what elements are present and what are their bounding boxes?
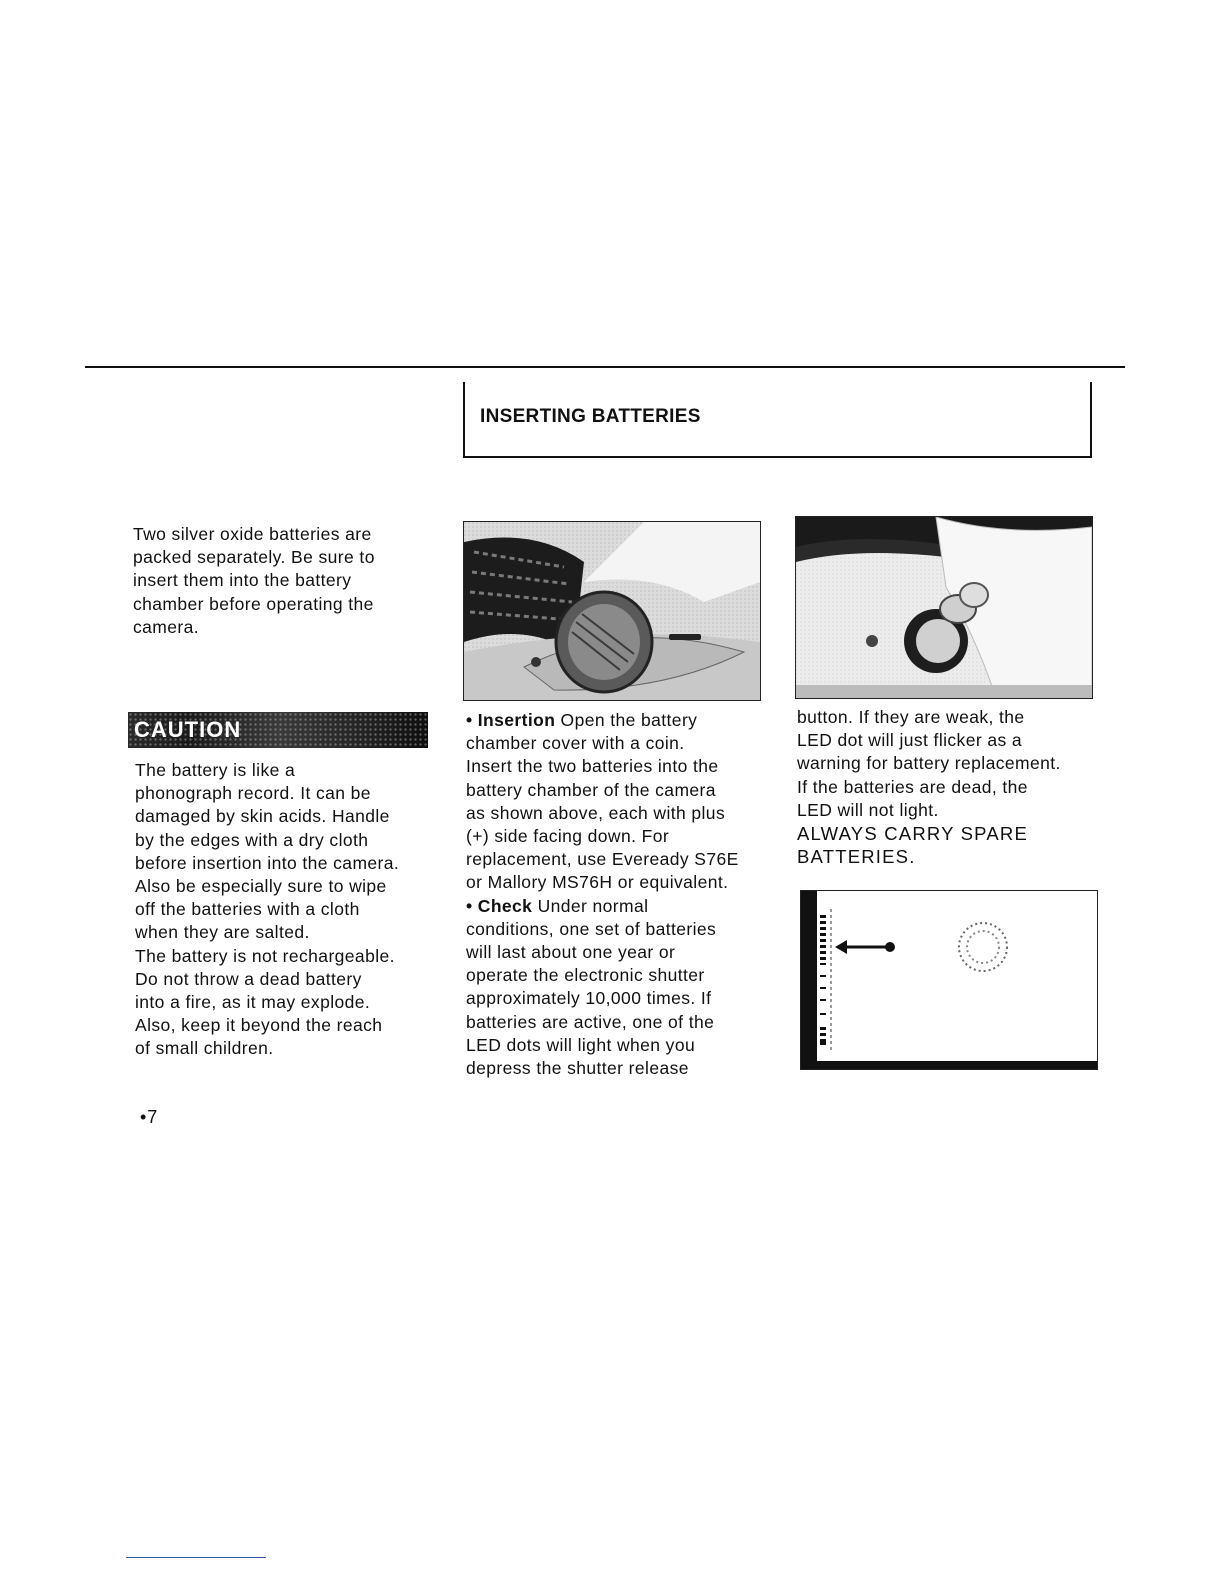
check-first-line <box>466 895 739 918</box>
caution-label: CAUTION <box>134 717 242 742</box>
section-title: INSERTING BATTERIES <box>480 406 701 427</box>
caution-line: Do not throw a dead battery <box>135 968 362 989</box>
check-heading: • Check <box>466 895 533 916</box>
caution-line: when they are salted. <box>135 922 310 943</box>
continued-line: LED dot will just flicker as a <box>797 730 1022 751</box>
check-line: approximately 10,000 times. If <box>466 988 712 1009</box>
caution-line: of small children. <box>135 1038 274 1059</box>
top-rule <box>85 366 1125 368</box>
intro-line: chamber before operating the <box>133 593 374 614</box>
insertion-line: or Mallory MS76H or equivalent. <box>466 872 729 893</box>
caution-paragraph <box>135 759 399 1061</box>
insertion-first-line <box>466 709 739 732</box>
intro-paragraph <box>133 523 375 639</box>
check-line: conditions, one set of batteries <box>466 918 717 939</box>
continued-column <box>797 706 1061 868</box>
check-line: batteries are active, one of the <box>466 1011 715 1032</box>
check-line: LED dots will light when you <box>466 1034 696 1055</box>
insertion-line: replacement, use Eveready S76E <box>466 849 739 870</box>
insertion-line: Insert the two batteries into the <box>466 756 719 777</box>
caution-line: off the batteries with a cloth <box>135 899 360 920</box>
insertion-first-rest: Open the battery <box>555 710 698 730</box>
continued-line: LED will not light. <box>797 799 939 820</box>
photo-inserting-battery-illustration <box>796 517 1092 698</box>
check-line: operate the electronic shutter <box>466 965 705 986</box>
intro-line: packed separately. Be sure to <box>133 547 375 568</box>
intro-line: insert them into the battery <box>133 570 352 591</box>
viewfinder-led-illustration <box>801 891 1097 1069</box>
insertion-line: battery chamber of the camera <box>466 779 716 800</box>
check-line: will last about one year or <box>466 942 676 963</box>
spare-batteries-warning: BATTERIES. <box>797 846 916 868</box>
spare-batteries-warning: ALWAYS CARRY SPARE <box>797 823 1028 845</box>
continued-line: warning for battery replacement. <box>797 753 1061 774</box>
insertion-line: (+) side facing down. For <box>466 826 670 847</box>
caution-line: by the edges with a dry cloth <box>135 829 369 850</box>
check-line: depress the shutter release <box>466 1058 689 1079</box>
photo-inserting-battery <box>795 516 1093 699</box>
insertion-line: chamber cover with a coin. <box>466 733 685 754</box>
caution-line: The battery is like a <box>135 760 296 780</box>
caution-line: phonograph record. It can be <box>135 783 371 804</box>
intro-line: Two silver oxide batteries are <box>133 524 372 544</box>
caution-line: before insertion into the camera. <box>135 852 400 873</box>
intro-line: camera. <box>133 616 200 637</box>
caution-line: Also, keep it beyond the reach <box>135 1015 383 1036</box>
page-number: •7 <box>140 1107 159 1127</box>
caution-line: Also be especially sure to wipe <box>135 876 387 897</box>
photo-coin-opening-chamber-illustration <box>464 522 760 700</box>
caution-line: The battery is not rechargeable. <box>135 945 395 966</box>
insertion-heading: • Insertion <box>466 710 556 730</box>
viewfinder-led-diagram <box>800 890 1098 1070</box>
caution-line: into a fire, as it may explode. <box>135 992 371 1013</box>
caution-banner <box>128 712 428 748</box>
footer-rule <box>126 1557 266 1558</box>
continued-line: If the batteries are dead, the <box>797 776 1028 797</box>
caution-line: damaged by skin acids. Handle <box>135 806 390 827</box>
insertion-line: as shown above, each with plus <box>466 802 726 823</box>
insertion-check-column <box>466 709 739 1080</box>
continued-line: button. If they are weak, the <box>797 707 1025 727</box>
photo-coin-opening-chamber <box>463 521 761 701</box>
check-first-rest: Under normal <box>532 895 649 916</box>
